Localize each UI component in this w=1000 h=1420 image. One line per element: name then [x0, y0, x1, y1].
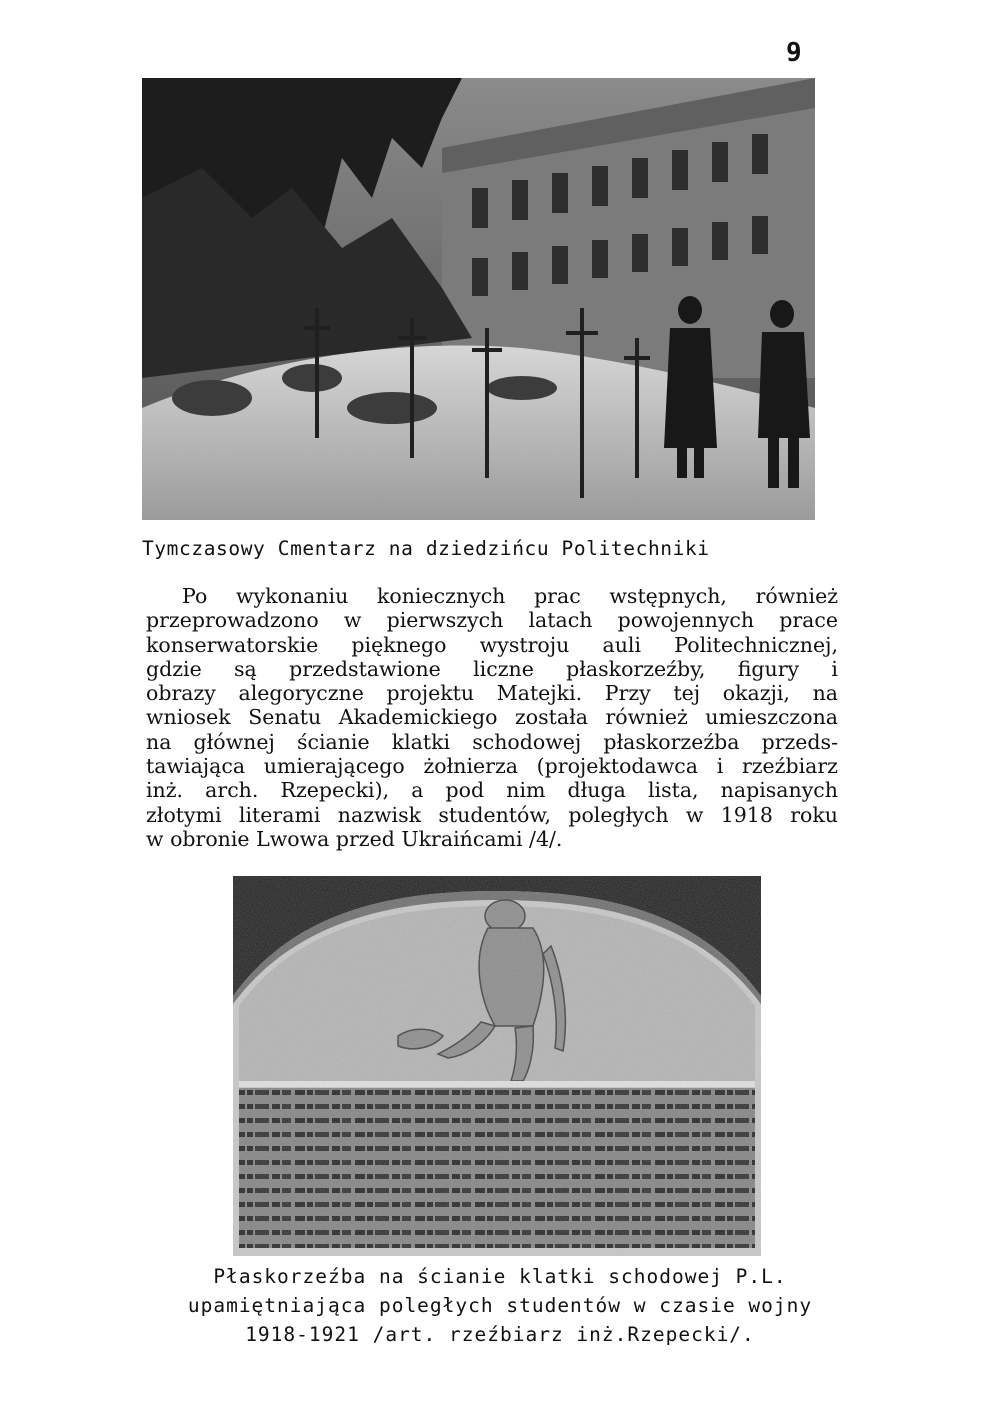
text-line: obrazy alegoryczne projektu Matejki. Przy tej okazji, na: [146, 681, 838, 706]
text-line: gdzie są przedstawione liczne płaskorzeźby, figury i: [146, 656, 838, 681]
text-line: na głównej ścianie klatki schodowej płaskorzeźba przeds-: [146, 729, 838, 754]
text-line: przeprowadzono w pierwszych latach powojennych prace: [146, 608, 838, 633]
bas-relief-photo: [233, 876, 761, 1256]
text-line: złotymi literami nazwisk studentów, poległych w 1918 roku: [146, 802, 838, 827]
text-line: Po wykonaniu koniecznych prac wstępnych, również: [182, 584, 838, 608]
caption-line: upamiętniająca poległych studentów w czasie wojny: [187, 1294, 813, 1317]
caption-line: Płaskorzeźba na ścianie klatki schodowej P.L.: [213, 1265, 787, 1288]
text-line: tawiająca umierającego żołnierza (projektodawca i rzeźbiarz: [146, 754, 838, 779]
text-line: wniosek Senatu Akademickiego została również umieszczona: [146, 705, 838, 730]
page-number: 9: [786, 38, 802, 68]
body-paragraph: [146, 584, 838, 851]
text-line: konserwatorskie pięknego wystroju auli Politechnicznej,: [146, 632, 838, 657]
caption-line: 1918-1921 /art. rzeźbiarz inż.Rzepecki/.: [245, 1323, 755, 1346]
relief-caption: [130, 1262, 870, 1349]
photo-caption: Tymczasowy Cmentarz na dziedzińcu Politechniki: [142, 537, 710, 560]
text-line: w obronie Lwowa przed Ukraińcami /4/.: [146, 826, 563, 851]
text-line: inż. arch. Rzepecki), a pod nim długa lista, napisanych: [146, 778, 838, 803]
courtyard-cemetery-photo: [142, 78, 815, 520]
